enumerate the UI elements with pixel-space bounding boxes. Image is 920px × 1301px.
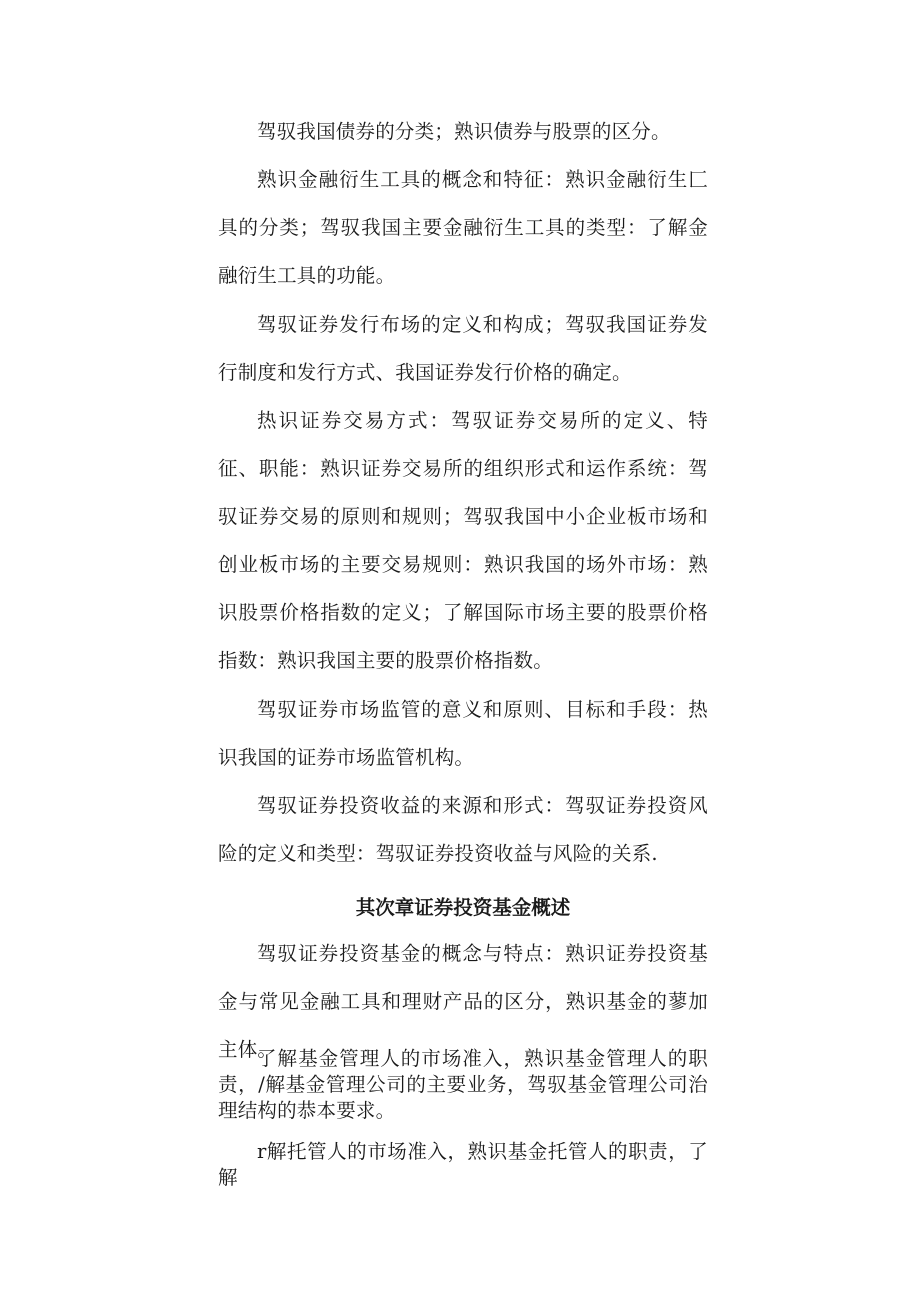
paragraph-custodian: r解托管人的市场准入，熟识基金托管人的职责，了解 [218, 1140, 708, 1189]
paragraph-fund-manager: 了解基金管理人的市场准入，熟识基金管理人的职责，/解基金管理公司的主要业务，驾驭基金管理公司治理结构的恭本要求。 [218, 1047, 708, 1122]
paragraph-issuance-market: 驾驭证券发行布场的定义和构成；驾驭我国证券发行制度和发行方式、我国证券发行价格的确定。 [218, 313, 708, 384]
paragraph-bond-classification: 驾驭我国债券的分类；熟识债券与股票的区分。 [257, 120, 671, 143]
paragraph-return-risk: 驾驭证券投资收益的来源和形式：驾驭证券投资风险的定义和类型：驾驭证券投资收益与风险的关系. [218, 794, 708, 865]
paragraph-derivatives: 熟识金融衍生工具的概念和特征：熟识金融衍生匚具的分类；驾驭我国主要金融衍生工具的类型：了解金融衍生工具的功能。 [218, 168, 708, 287]
paragraph-trading: 热识证券交易方式：驾驭证券交易所的定义、特征、职能：熟识证券交易所的组织形式和运作系统：驾驭证券交易的原则和规则；驾驭我国中小企业板市场和创业板市场的主要交易规则：熟识我国的场外市场：熟识股票价格指数的定义；了解国际市场主要的股票价格指数：熟识我国主要的股票价格指数。 [218, 409, 708, 672]
paragraph-fund-concept: 驾驭证券投资基金的概念与特点：熟识证券投资基金与常见金融工具和理财产品的区分，熟识基金的蓼加主体。 [218, 942, 708, 1061]
chapter-heading: 其次章证券投资基金概述 [355, 896, 571, 919]
paragraph-regulation: 驾驭证券市场监管的意义和原则、目标和手段：热识我国的证券市场监管机构。 [218, 698, 708, 769]
